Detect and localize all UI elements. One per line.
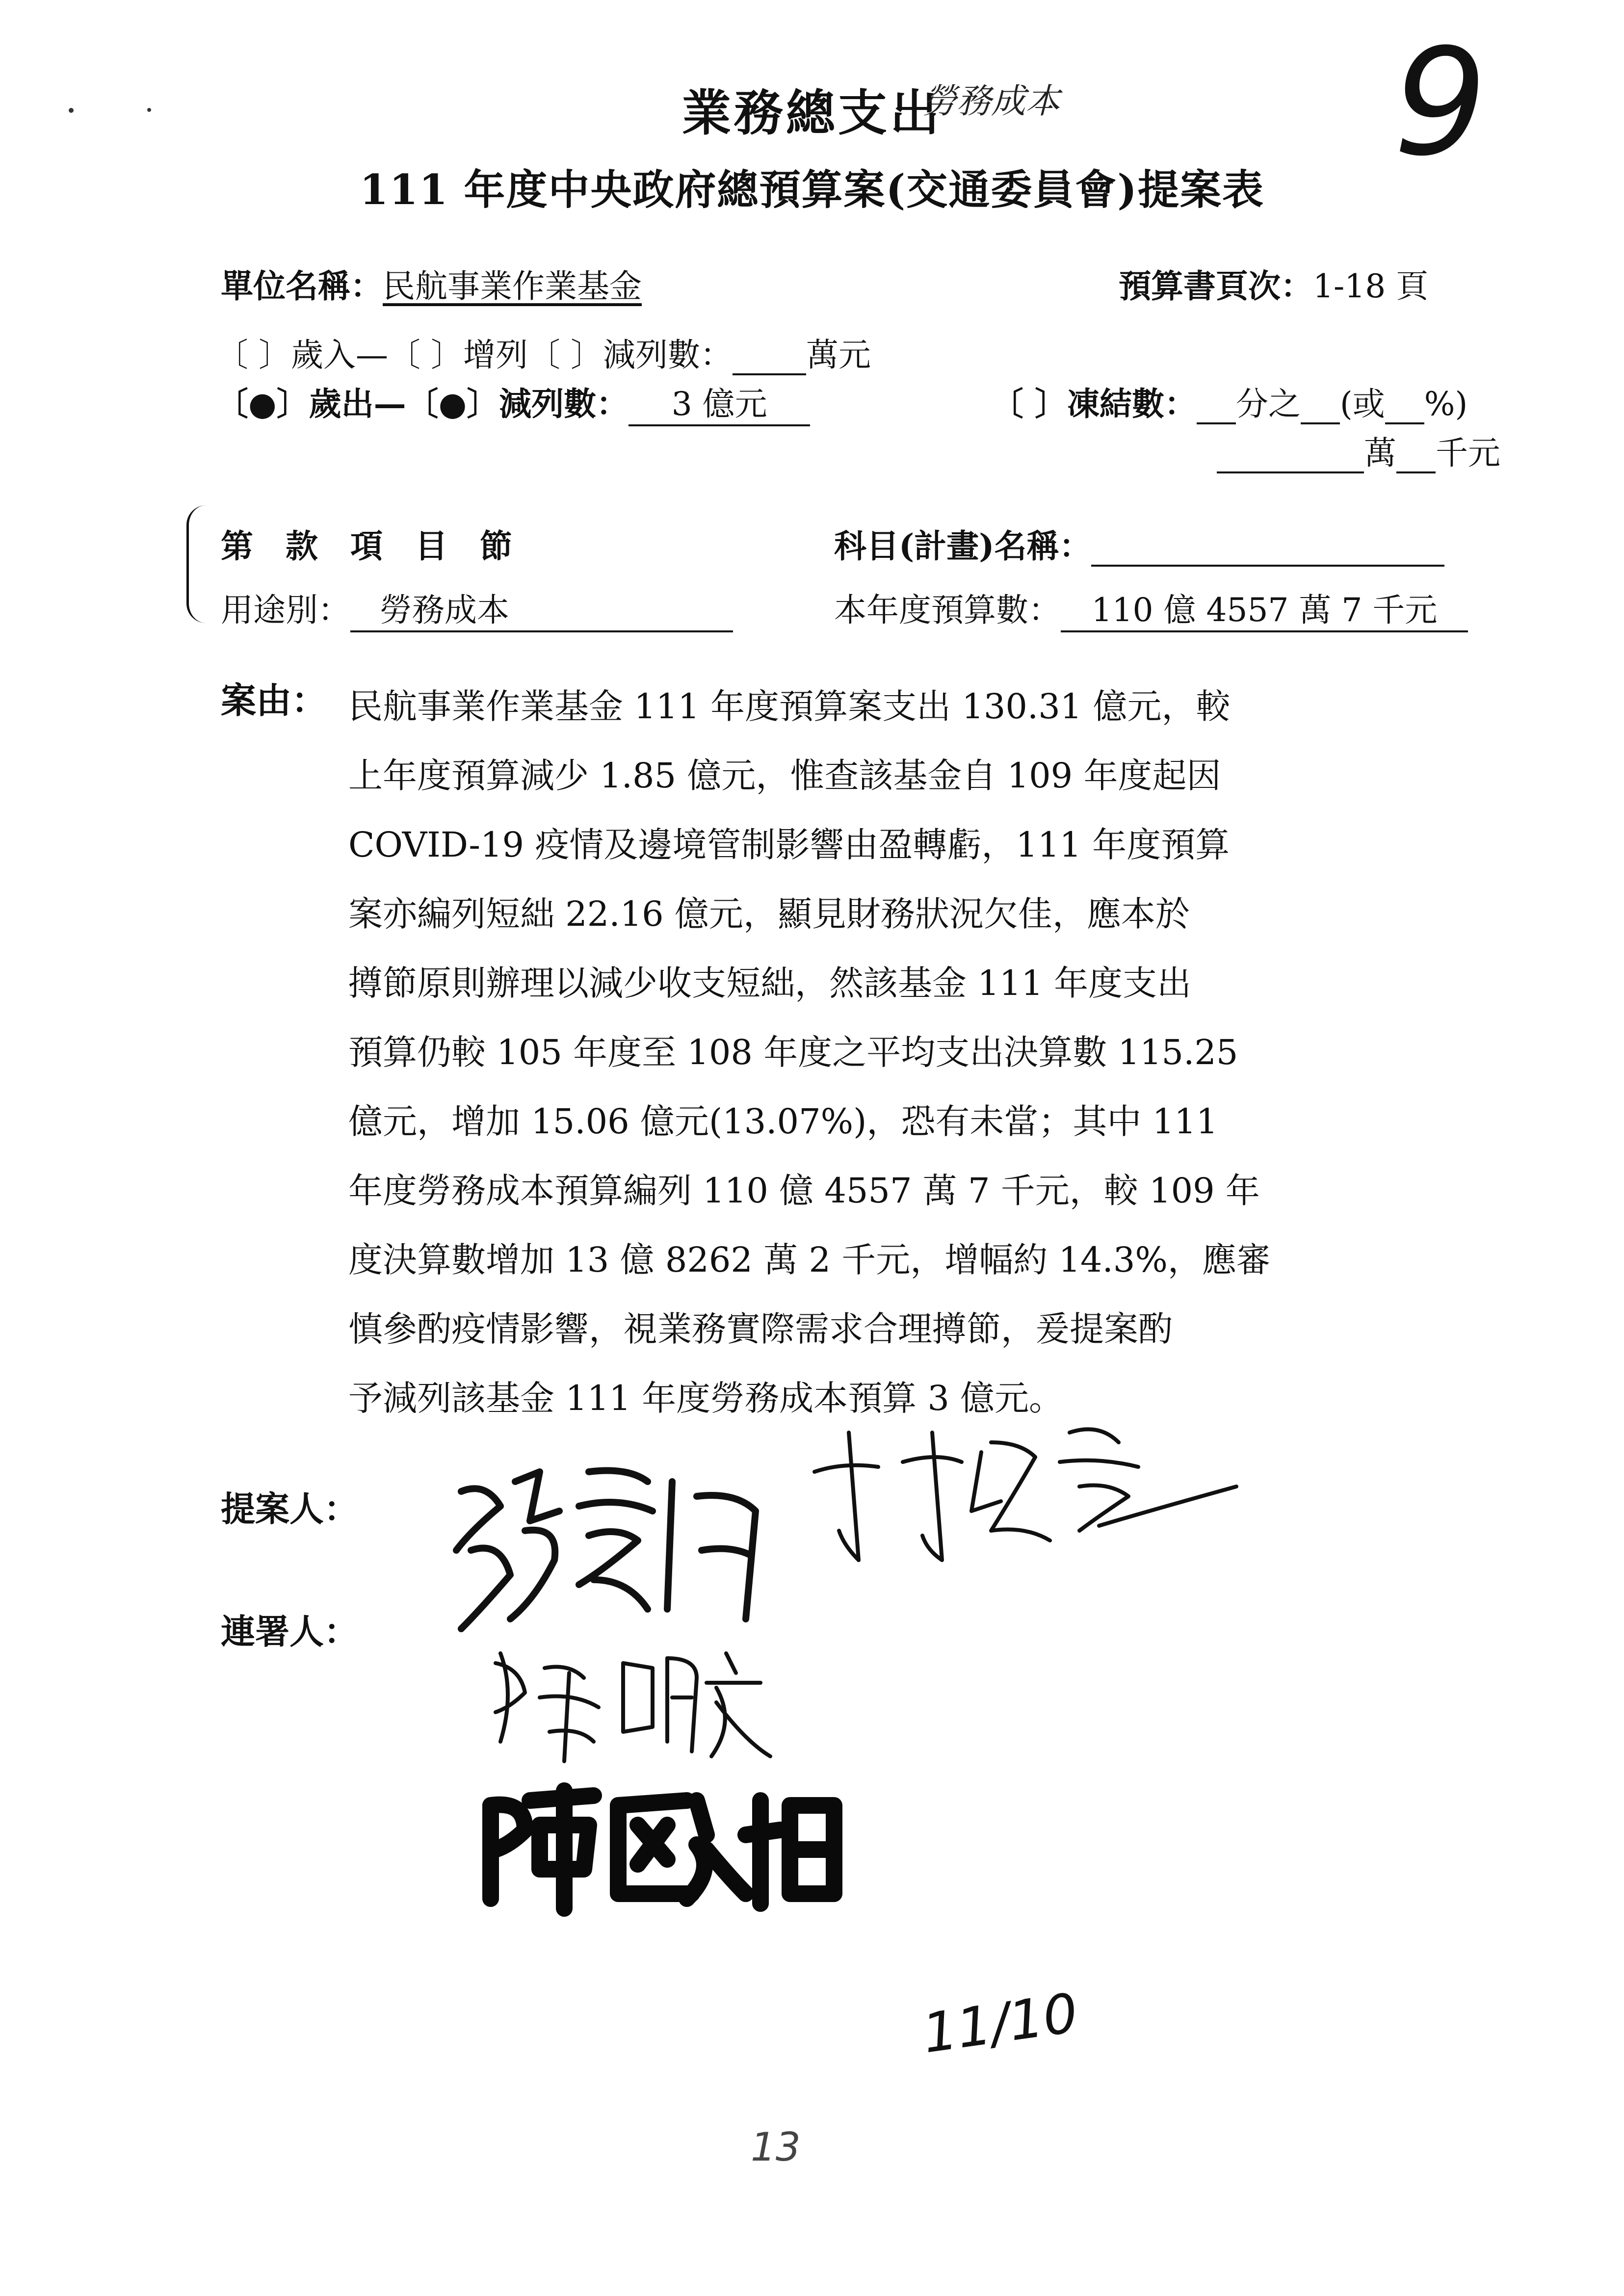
budget-page-label: 預算書頁次： — [1119, 267, 1313, 305]
expense-prefix: 〔●〕歲出—〔●〕減列數： — [216, 385, 629, 423]
freeze-blank-2 — [1301, 395, 1340, 424]
freeze-blank-wan — [1217, 444, 1364, 473]
freeze-label: 〔 〕凍結數： — [991, 385, 1197, 423]
freeze-or: (或 — [1339, 385, 1385, 423]
case-body — [348, 672, 1428, 1433]
case-label: 案由： — [221, 679, 327, 721]
revenue-row — [216, 329, 871, 375]
revenue-blank — [733, 346, 806, 375]
case-line: 預算仍較 105 年度至 108 年度之平均支出決算數 115.25 — [348, 1032, 1238, 1072]
date-annotation: 11/10 — [918, 1981, 1082, 2065]
revenue-unit: 萬元 — [806, 336, 871, 374]
freeze-blank-qian — [1396, 444, 1436, 473]
freeze-wan: 萬 — [1364, 434, 1396, 472]
expense-reduction-value: 3 億元 — [629, 378, 810, 426]
use-row — [221, 584, 733, 632]
freeze-blank-3 — [1385, 395, 1424, 424]
case-line: 民航事業作業基金 111 年度預算案支出 130.31 億元，較 — [348, 686, 1231, 727]
cosigner-signature-1 — [481, 1634, 775, 1771]
case-line: 慎參酌疫情影響，視業務實際需求合理撙節，爰提案酌 — [348, 1309, 1173, 1349]
freeze-amount-row — [1217, 427, 1500, 473]
scan-speck — [69, 108, 74, 113]
budget-page-row — [1119, 260, 1428, 307]
proposer-label: 提案人： — [221, 1488, 358, 1529]
unit-name-row — [221, 260, 642, 307]
freeze-row — [991, 378, 1467, 424]
subject-label: 科目(計畫)名稱： — [834, 527, 1092, 565]
budget-page-value: 1-18 頁 — [1313, 267, 1429, 305]
case-line: 予減列該基金 111 年度勞務成本預算 3 億元。 — [348, 1378, 1064, 1418]
budget-row — [834, 584, 1468, 632]
freeze-fraction: 分之 — [1235, 385, 1301, 423]
unit-name-label: 單位名稱： — [221, 267, 383, 305]
subject-blank — [1091, 537, 1444, 567]
case-line: 撙節原則辦理以減少收支短絀，然該基金 111 年度支出 — [348, 963, 1192, 1003]
case-line: 億元，增加 15.06 億元(13.07%)，恐有未當；其中 111 — [348, 1101, 1218, 1142]
scan-speck — [147, 108, 151, 112]
items-label: 第 款 項 目 節 — [221, 527, 512, 565]
case-line: COVID-19 疫情及邊境管制影響由盈轉虧，111 年度預算 — [348, 825, 1230, 865]
budget-label: 本年度預算數： — [834, 591, 1061, 629]
freeze-qian: 千元 — [1436, 434, 1500, 472]
freeze-blank-1 — [1197, 395, 1236, 424]
small-annotation: 13 — [751, 2124, 801, 2170]
subject-row — [834, 520, 1444, 567]
proposer-signature-2 — [805, 1413, 1256, 1570]
use-value: 勞務成本 — [350, 584, 733, 632]
cosigner-signature-2 — [471, 1771, 844, 1918]
use-label: 用途別： — [221, 591, 350, 629]
revenue-text: 〔 〕歲入—〔 〕增列〔 〕減列數： — [216, 336, 733, 374]
case-line: 上年度預算減少 1.85 億元，惟查該基金自 109 年度起因 — [348, 756, 1221, 796]
case-line: 年度勞務成本預算編列 110 億 4557 萬 7 千元，較 109 年 — [348, 1171, 1260, 1211]
case-line: 度決算數增加 13 億 8262 萬 2 千元，增幅約 14.3%，應審 — [348, 1240, 1271, 1280]
freeze-percent: %) — [1424, 385, 1468, 423]
document-title: 業務總支出 — [682, 84, 942, 142]
proposer-signature-1 — [442, 1452, 785, 1639]
section-brace — [186, 505, 209, 623]
cosigner-label: 連署人： — [221, 1611, 358, 1652]
budget-value: 110 億 4557 萬 7 千元 — [1061, 584, 1468, 632]
unit-name-value: 民航事業作業基金 — [383, 267, 642, 305]
document-subtitle: 111 年度中央政府總預算案(交通委員會)提案表 — [359, 165, 1265, 214]
case-line: 案亦編列短絀 22.16 億元，顯見財務狀況欠佳，應本於 — [348, 894, 1190, 934]
expense-row — [216, 378, 810, 426]
page-number: 9 — [1393, 17, 1487, 188]
title-handwritten-note: 勞務成本 — [922, 81, 1060, 121]
